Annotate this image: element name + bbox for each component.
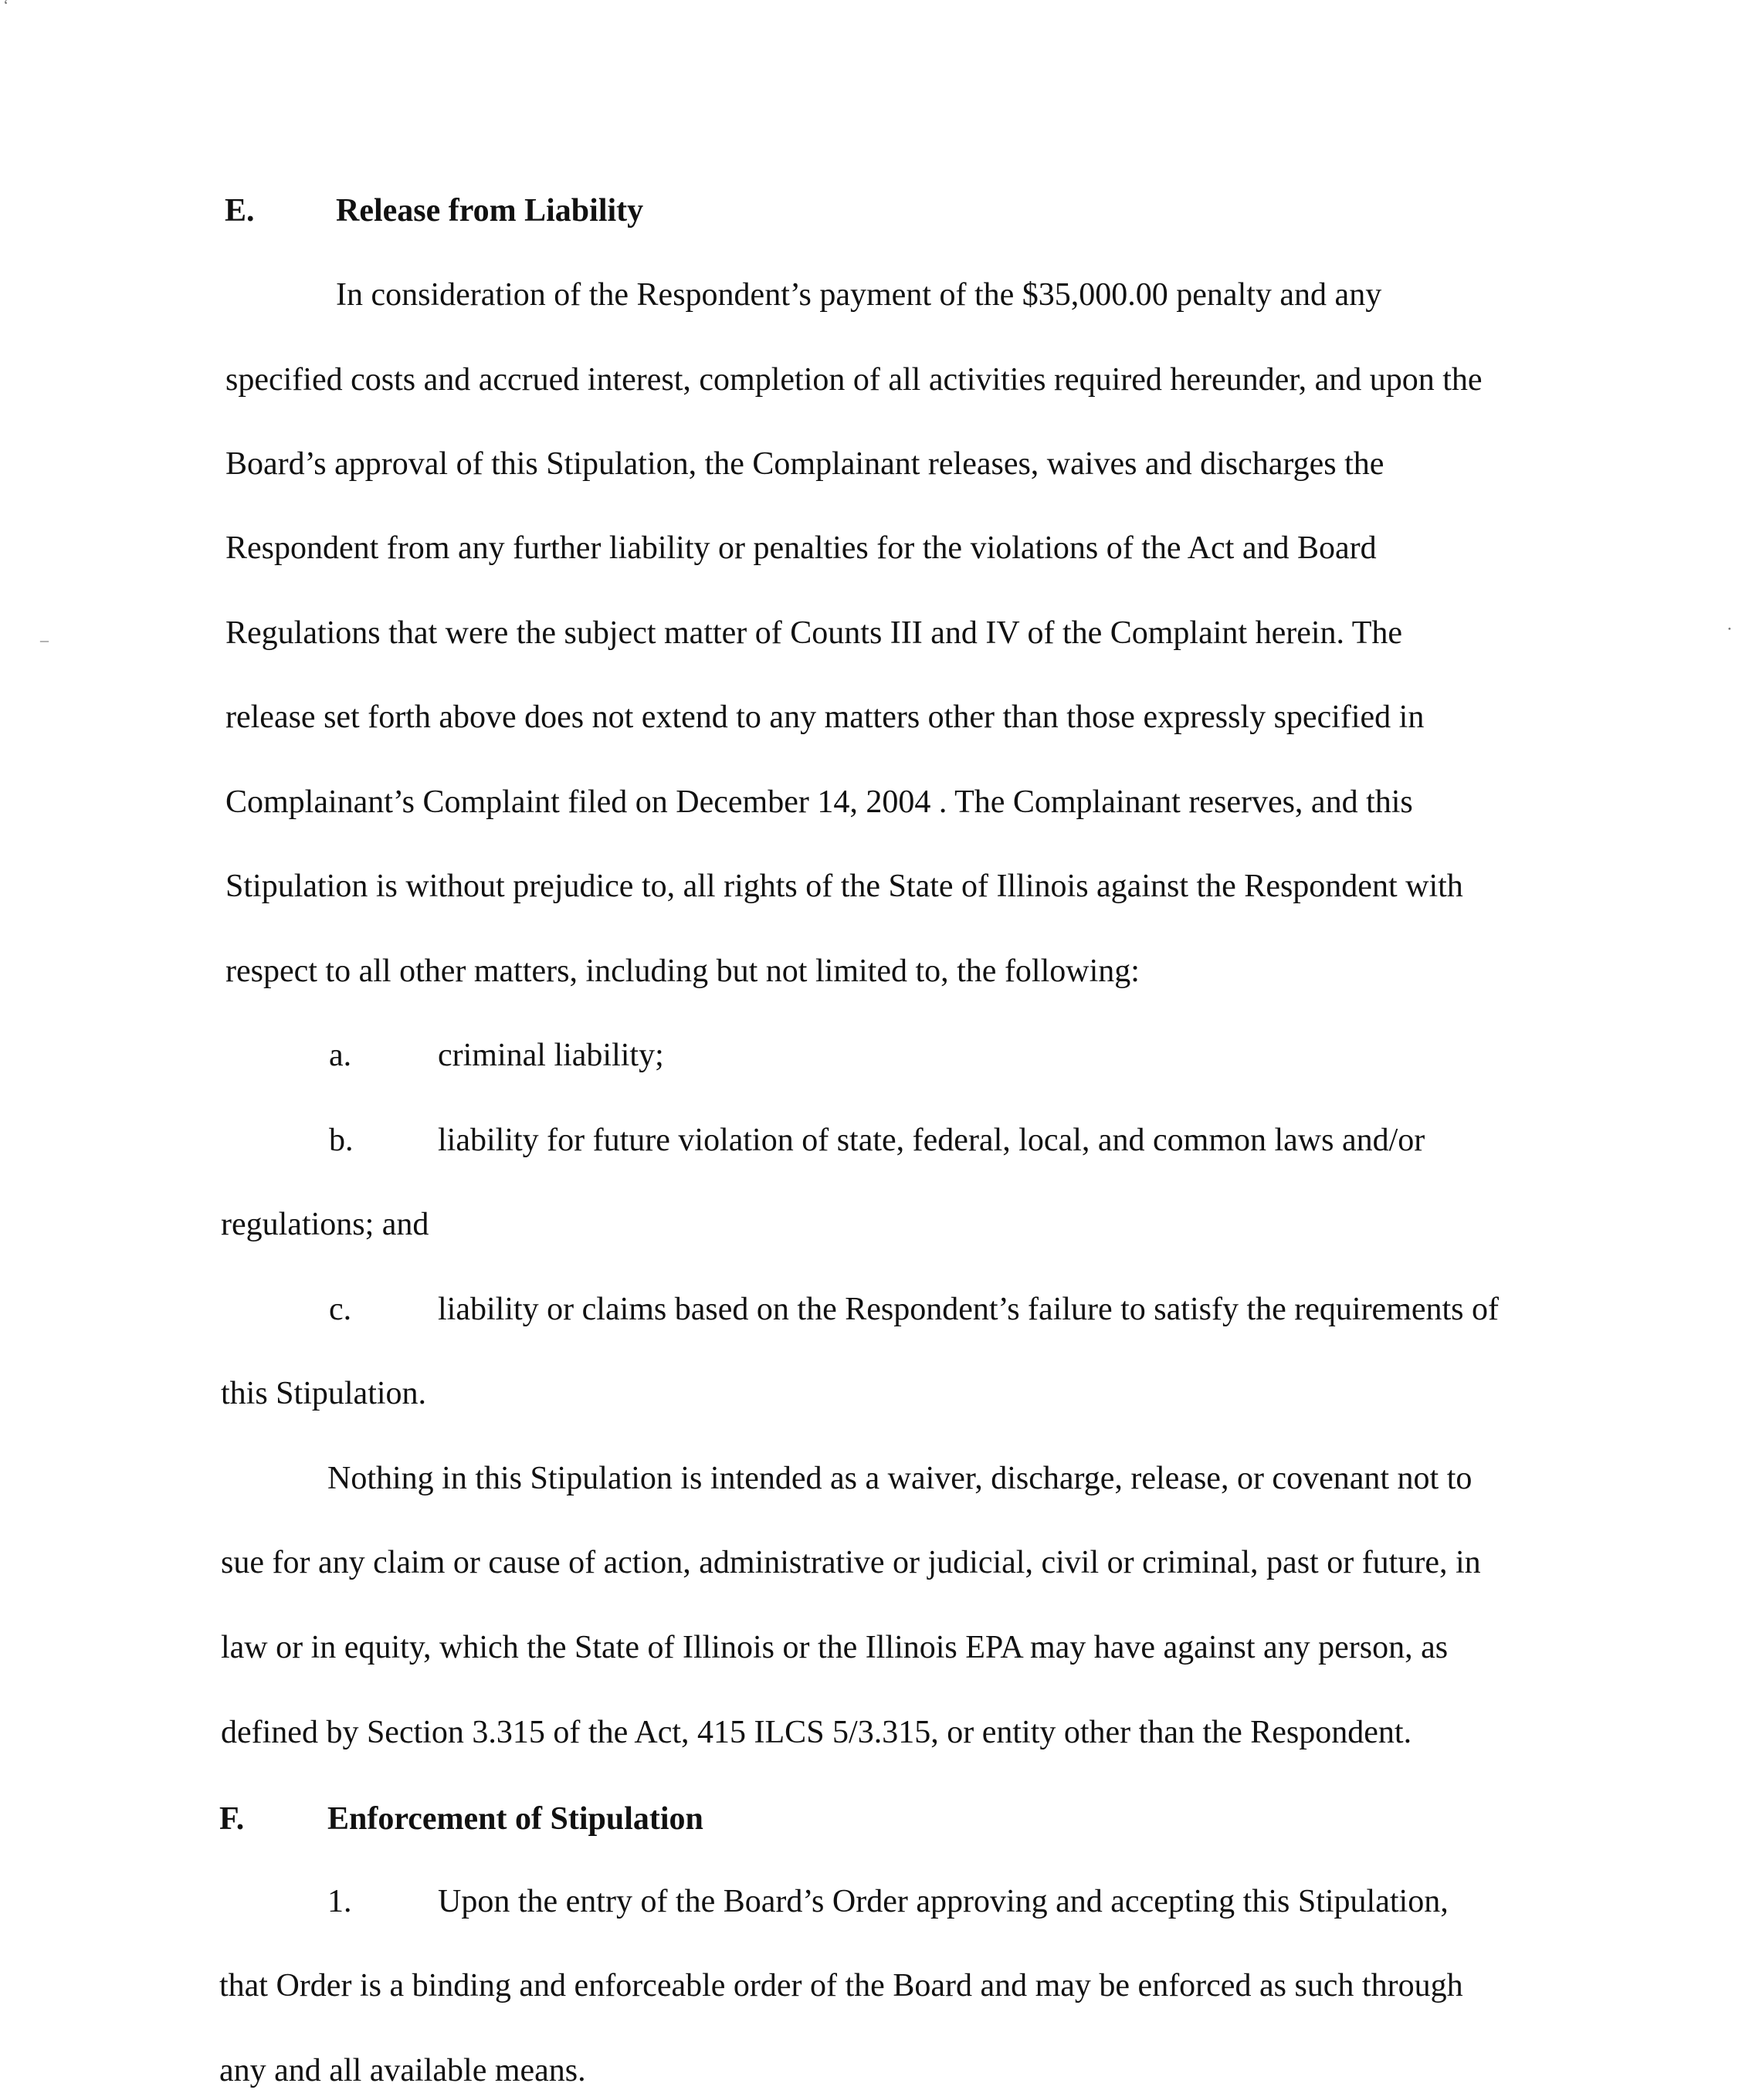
paragraph-line: In consideration of the Respondent’s payment of the $35,000.00 penalty and any: [336, 277, 1382, 313]
list-item-number: 1.: [327, 1884, 352, 1919]
paragraph-line: specified costs and accrued interest, completion of all activities required hereunder, and upon the: [225, 362, 1483, 398]
paragraph-line: Regulations that were the subject matter of Counts III and IV of the Complaint herein. The: [225, 615, 1403, 651]
paragraph-line: Complainant’s Complaint filed on December 14, 2004 . The Complainant reserves, and this: [225, 784, 1413, 820]
paragraph-line: defined by Section 3.315 of the Act, 415 ILCS 5/3.315, or entity other than the Respondent.: [221, 1715, 1412, 1750]
paragraph-line: respect to all other matters, including but not limited to, the following:: [225, 953, 1140, 989]
paragraph-line: that Order is a binding and enforceable order of the Board and may be enforced as such through: [219, 1968, 1463, 2003]
scan-mark: ‘: [3, 0, 9, 15]
paragraph-line: Upon the entry of the Board’s Order approving and accepting this Stipulation,: [438, 1884, 1449, 1919]
section-e-title: Release from Liability: [336, 193, 644, 229]
paragraph-line: Board’s approval of this Stipulation, the Complainant releases, waives and discharges the: [225, 446, 1384, 482]
list-item-text: liability or claims based on the Respondent’s failure to satisfy the requirements of: [438, 1292, 1500, 1327]
paragraph-line: sue for any claim or cause of action, administrative or judicial, civil or criminal, past or future, in: [221, 1545, 1481, 1580]
list-item-letter: c.: [329, 1292, 352, 1327]
section-e-letter: E.: [225, 193, 255, 229]
paragraph-line: any and all available means.: [219, 2053, 586, 2088]
paragraph-line: law or in equity, which the State of Illinois or the Illinois EPA may have against any person, as: [221, 1630, 1449, 1665]
paragraph-line: release set forth above does not extend to any matters other than those expressly specified in: [225, 699, 1425, 735]
list-item-continuation: regulations; and: [221, 1207, 429, 1242]
section-f-letter: F.: [219, 1801, 245, 1837]
list-item-continuation: this Stipulation.: [221, 1376, 427, 1411]
section-f-title: Enforcement of Stipulation: [327, 1801, 703, 1837]
list-item-letter: a.: [329, 1038, 352, 1073]
scan-mark: ⋅: [1727, 619, 1733, 638]
paragraph-line: Stipulation is without prejudice to, all rights of the State of Illinois against the Respondent with: [225, 869, 1463, 904]
paragraph-line: Respondent from any further liability or penalties for the violations of the Act and Board: [225, 530, 1377, 566]
paragraph-line: Nothing in this Stipulation is intended as a waiver, discharge, release, or covenant not to: [327, 1461, 1473, 1496]
list-item-text: liability for future violation of state, federal, local, and common laws and/or: [438, 1123, 1425, 1158]
list-item-letter: b.: [329, 1123, 354, 1158]
list-item-text: criminal liability;: [438, 1038, 664, 1073]
scan-mark: –: [40, 630, 49, 649]
